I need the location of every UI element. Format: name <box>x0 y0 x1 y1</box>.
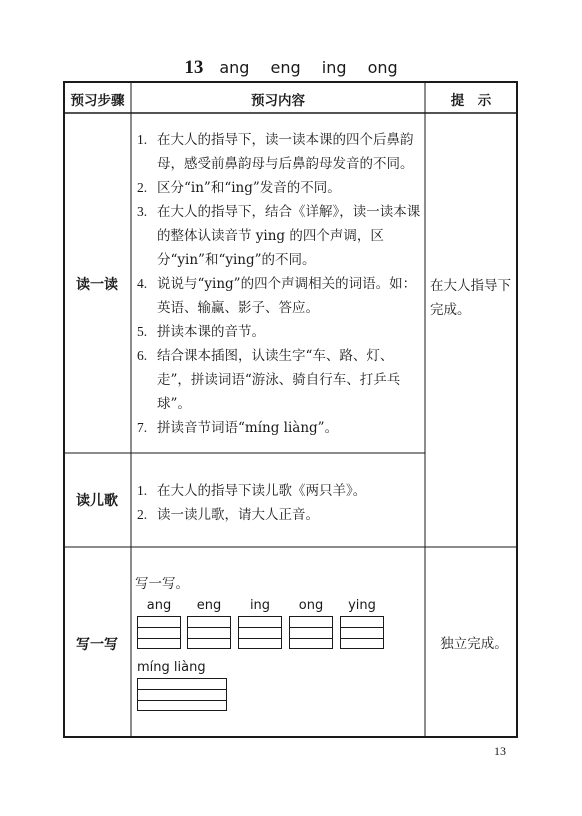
step-rhyme: 读儿歌 <box>76 493 118 509</box>
list-item: 4. 说说与“ying”的四个声调相关的词语。如：英语、输赢、影子、答应。 <box>137 276 417 316</box>
writing-box[interactable] <box>340 616 384 649</box>
rhyme-items <box>137 479 423 527</box>
list-item: 6. 结合课本插图，认读生字“车、路、灯、走”，拼读词语“游泳、骑自行车、打乒乓球”。 <box>137 348 401 412</box>
writing-box[interactable] <box>137 616 181 649</box>
list-item: 5. 拼读本课的音节。 <box>137 324 265 340</box>
hint-read: 在大人指导下完成。 <box>430 278 511 318</box>
list-item: 3. 在大人的指导下，结合《详解》，读一读本课的整体认读音节 ying 的四个声调，区分“yin”和“ying”的不同。 <box>137 204 421 268</box>
write-instruction: 写一写。 <box>135 576 189 592</box>
list-item: 2. 区分“in”和“ing”发音的不同。 <box>137 180 341 196</box>
pinyin-ing: ing <box>249 598 271 613</box>
read-items <box>137 128 423 440</box>
list-item: 1. 在大人的指导下，读一读本课的四个后鼻韵母，感受前鼻韵母与后鼻韵母发音的不同。 <box>137 132 414 172</box>
pinyin-word: míng liàng <box>137 660 206 675</box>
step-read: 读一读 <box>76 277 118 293</box>
header-step: 预习步骤 <box>70 93 125 109</box>
writing-box-word[interactable] <box>137 678 227 711</box>
list-item: 7. 拼读音节词语“míng liàng”。 <box>137 420 339 436</box>
lesson-number: 13 <box>184 57 204 78</box>
pinyin-eng: eng <box>196 598 222 613</box>
list-item: 2. 读一读儿歌，请大人正音。 <box>137 507 319 523</box>
lesson-title <box>0 57 582 79</box>
lesson-pinyin: ang eng ing ong <box>219 58 398 77</box>
list-item: 1. 在大人的指导下读儿歌《两只羊》。 <box>137 483 367 499</box>
page-number: 13 <box>494 744 506 758</box>
hint-write: 独立完成。 <box>440 636 508 652</box>
writing-box[interactable] <box>187 616 231 649</box>
writing-box[interactable] <box>238 616 282 649</box>
step-write: 写一写 <box>76 637 118 653</box>
header-content: 预习内容 <box>251 93 305 109</box>
writing-box[interactable] <box>289 616 333 649</box>
pinyin-ong: ong <box>298 598 324 613</box>
header-hint: 提 示 <box>450 93 492 109</box>
pinyin-ang: ang <box>146 598 172 613</box>
pinyin-ying: ying <box>348 598 376 613</box>
